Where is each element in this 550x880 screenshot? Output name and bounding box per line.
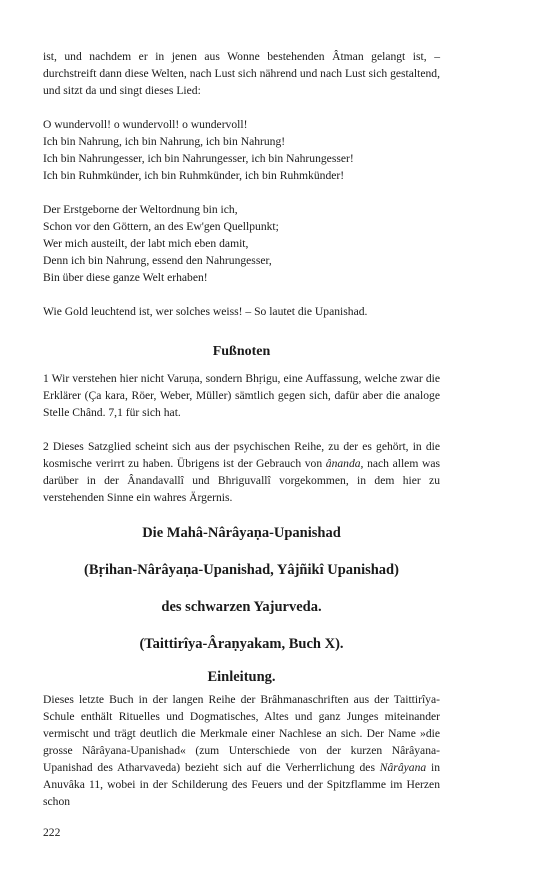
footnote-2-text: 2 Dieses Satzglied scheint sich aus der psychischen Reihe, zu der es gehört, in die kosmische verirrt zu haben. Übrigens ist der Gebrauch von: [43, 440, 440, 470]
verse-line: Ich bin Ruhmkünder, ich bin Ruhmkünder, ich bin Ruhmkünder!: [43, 169, 345, 182]
verse-line: Der Erstgeborne der Weltordnung bin ich,: [43, 203, 238, 216]
intro-paragraph: [43, 691, 440, 810]
verse-line: Ich bin Nahrungesser, ich bin Nahrungesser, ich bin Nahrungesser!: [43, 152, 354, 165]
opening-paragraph: ist, und nachdem er in jenen aus Wonne bestehenden Âtman gelangt ist, – durchstreift dann diese Welten, nach Lust sich nährend und nach Lust sich gestaltend, und sitzt da und singt dieses Lied:: [43, 50, 440, 97]
section-title-4: (Taittirîya-Âraṇyakam, Buch X).: [139, 636, 344, 652]
intro-text-end: in Anuvâka 11, wobei in der Schilderung des Feuers und der Spitzflamme im Herzen schon: [43, 761, 440, 808]
footnote-2: [43, 438, 440, 506]
closing-line: Wie Gold leuchtend ist, wer solches weiss! – So lautet die Upanishad.: [43, 305, 368, 318]
verse-line: Wer mich austeilt, der labt mich eben damit,: [43, 237, 249, 250]
page-number: 222: [43, 826, 61, 839]
verse-line: Denn ich bin Nahrung, essend den Nahrungesser,: [43, 254, 272, 267]
verse-line: O wundervoll! o wundervoll! o wundervoll!: [43, 118, 248, 131]
verse-line: Ich bin Nahrung, ich bin Nahrung, ich bin Nahrung!: [43, 135, 286, 148]
intro-heading: Einleitung.: [207, 669, 276, 685]
intro-italic: Nârâyana: [379, 761, 427, 774]
song-stanza-2: [43, 201, 440, 286]
footnotes-heading: Fußnoten: [212, 344, 271, 359]
section-title-2: (Bṛihan-Nârâyaṇa-Upanishad, Yâjñikî Upanishad): [84, 562, 399, 578]
footnote-1: 1 Wir verstehen hier nicht Varuṇa, sondern Bhṛigu, eine Auffassung, welche zwar die Erklärer (Ça kara, Röer, Weber, Müller) sämtlich gegen sich, dafür aber die analoge Stelle Chând. 7,1 für sich hat.: [43, 372, 440, 419]
footnote-2-italic: ânanda,: [325, 457, 364, 470]
section-title-1: Die Mahâ-Nârâyaṇa-Upanishad: [142, 525, 341, 541]
section-title-3: des schwarzen Yajurveda.: [161, 599, 322, 615]
intro-text: Dieses letzte Buch in der langen Reihe der Brâhmanaschriften aus der Taittirîya-Schule enthält Rituelles und Dogmatisches, Altes und ganz Junges miteinander vermischt und trägt deutlich die Merkmale einer Nachlese an sich. Der Name »die grosse Nârâyana-Upanishad« (zum Unterschiede von der kurzen Nârâyana-Upanishad des Atharvaveda) bezieht sich auf die Verherrlichung des: [43, 693, 440, 774]
verse-line: Schon vor den Göttern, an des Ew'gen Quellpunkt;: [43, 220, 279, 233]
song-stanza-1: [43, 116, 440, 184]
page-body: [43, 48, 440, 810]
footnote-2-text-end: nach allem was darüber in der Ânandavallî und Bhriguvallî vorgekommen, in dem hier zu verstehenden Sinne ein wahres Ärgernis.: [43, 457, 440, 504]
verse-line: Bin über diese ganze Welt erhaben!: [43, 271, 208, 284]
